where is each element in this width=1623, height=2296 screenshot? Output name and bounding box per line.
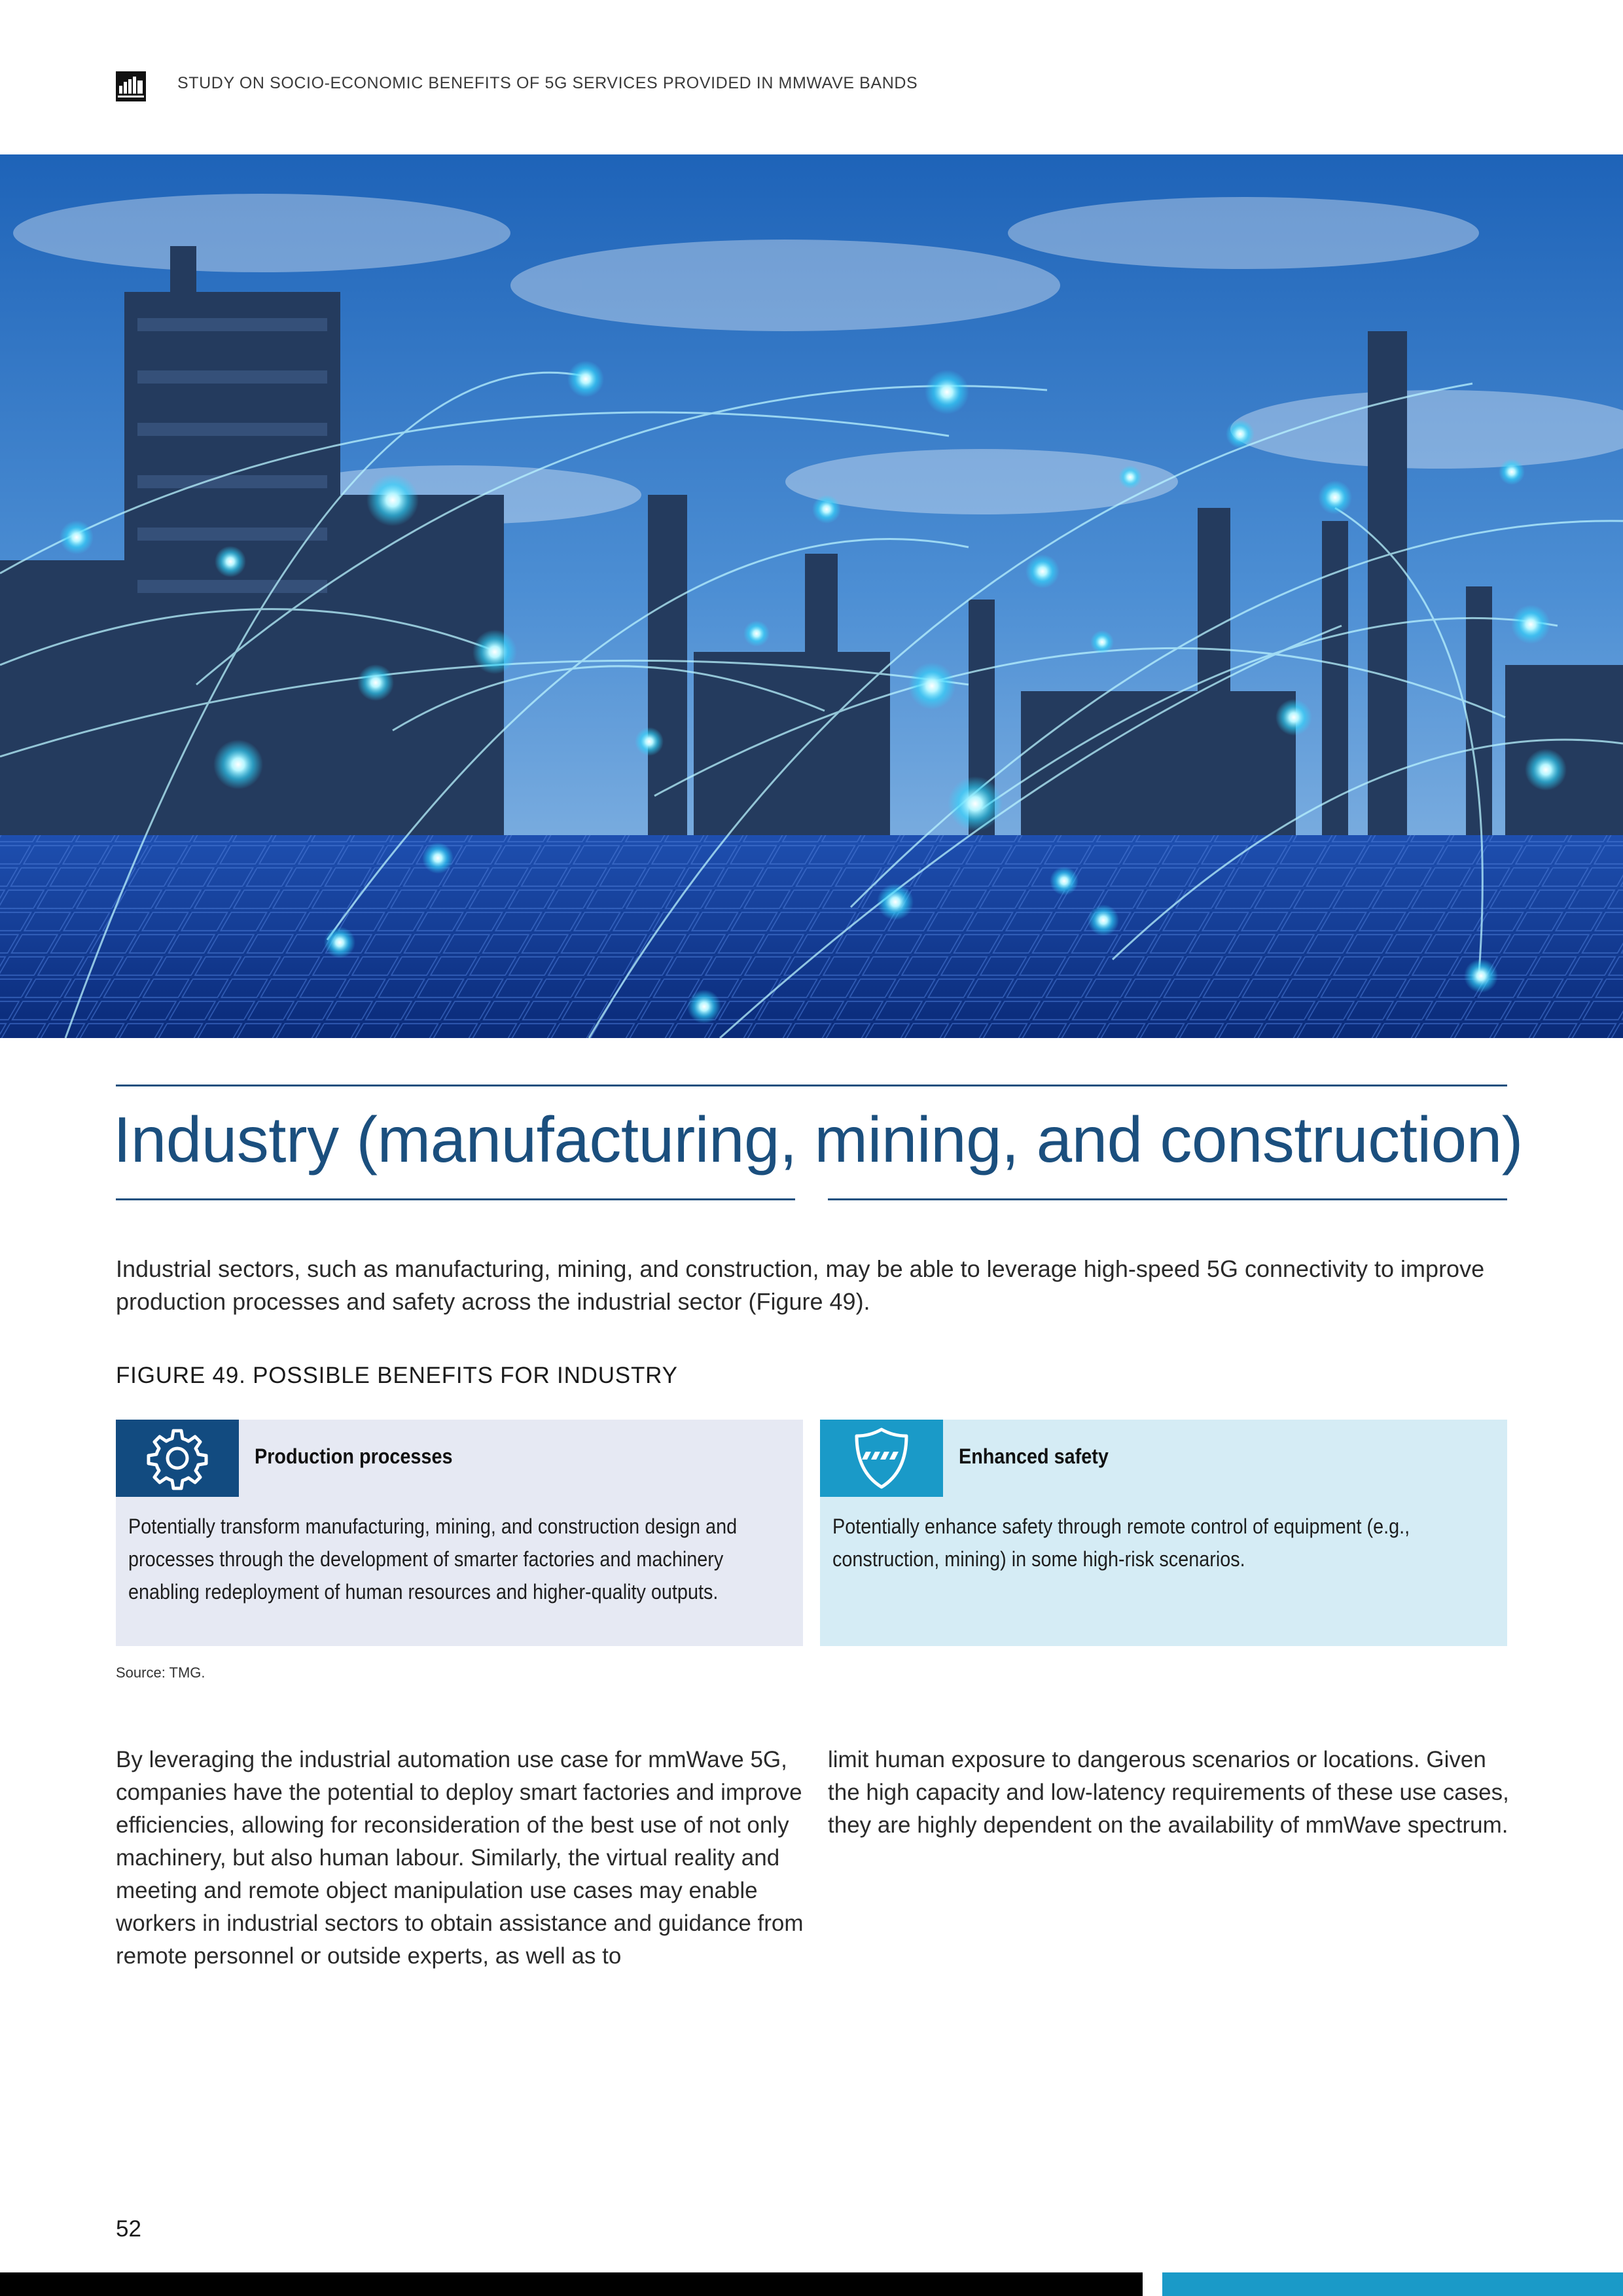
intro-paragraph: Industrial sectors, such as manufacturing, mining, and construction, may be able to leverage high-speed 5G connectivity to improve production processes and safety across the industrial sector (Figure 49). <box>116 1255 1485 1315</box>
footer-bar-dark <box>0 2272 1143 2296</box>
card-body: Potentially transform manufacturing, mining, and construction design and processes through the development of smarter factories and machinery enabling redeployment of human resources and higher-quality outputs. <box>128 1515 738 1604</box>
body-column-left: By leveraging the industrial automation use case for mmWave 5G, companies have the potential to deploy smart factories and improve efficiencies, allowing for reconsideration of the best use of not only machinery, but also human labour. Similarly, the virtual reality and meeting and remote object manipulation use cases may enable workers in industrial sectors to obtain assistance and guidance from remote personnel or outside experts, as well as to <box>116 1747 804 1969</box>
benefit-card-safety <box>820 1420 1507 1646</box>
title-rule-top <box>116 1085 1507 1086</box>
building-logo-icon <box>116 71 146 101</box>
industrial-plant-network-image <box>0 154 1623 1038</box>
section-title: Industry (manufacturing, mining, and construction) <box>113 1103 1523 1175</box>
card-body: Potentially enhance safety through remote control of equipment (e.g., construction, mining) in some high-risk scenarios. <box>832 1515 1410 1571</box>
title-rule-bottom-right <box>828 1198 1507 1200</box>
page-number: 52 <box>116 2216 141 2242</box>
card-title: Enhanced safety <box>959 1444 1109 1468</box>
benefit-card-production <box>116 1420 803 1646</box>
figure-caption: FIGURE 49. POSSIBLE BENEFITS FOR INDUSTRY <box>116 1363 678 1388</box>
title-rule-bottom-left <box>116 1198 795 1200</box>
shield-icon <box>820 1420 943 1497</box>
figure-source: Source: TMG. <box>116 1664 205 1681</box>
running-header: STUDY ON SOCIO-ECONOMIC BENEFITS OF 5G SERVICES PROVIDED IN MMWAVE BANDS <box>177 74 918 92</box>
body-column-right: limit human exposure to dangerous scenarios or locations. Given the high capacity and low-latency requirements of these use cases, they are highly dependent on the availability of mmWave spectrum. <box>828 1747 1509 1838</box>
footer-bar-accent <box>1162 2272 1623 2296</box>
gear-icon <box>116 1420 239 1497</box>
card-title: Production processes <box>255 1444 453 1468</box>
